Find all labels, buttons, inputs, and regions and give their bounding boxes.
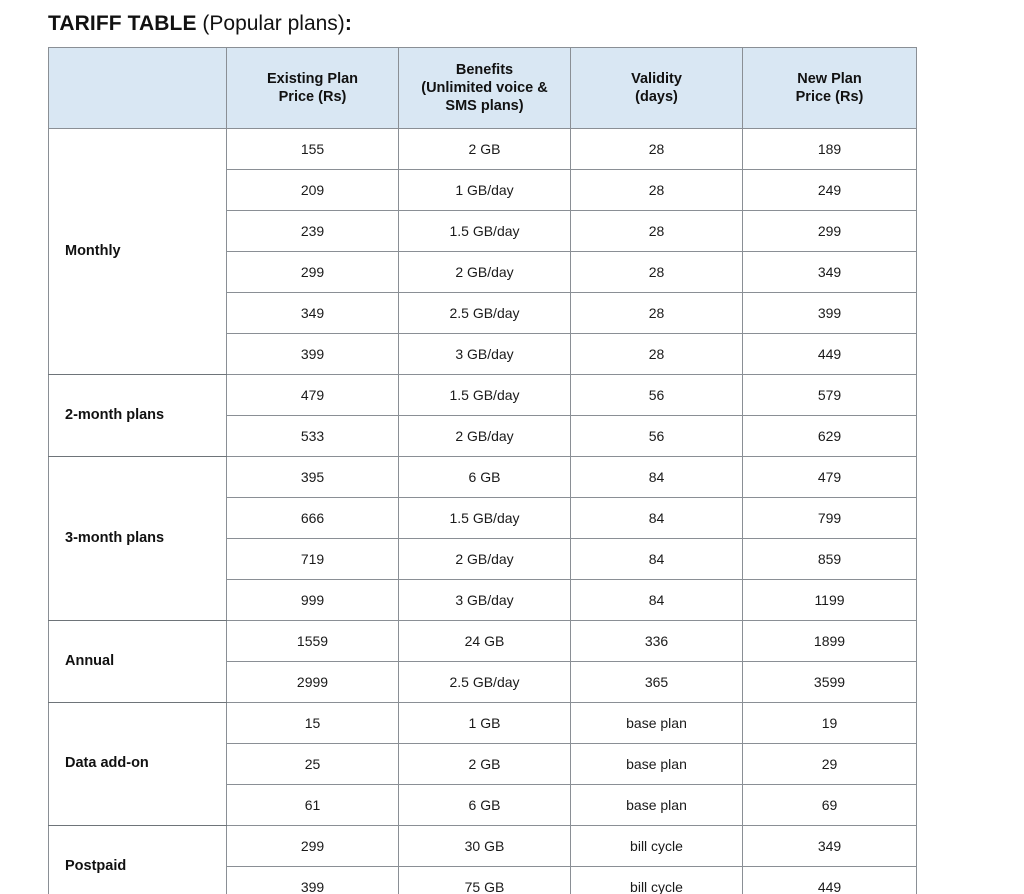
table-row bbox=[49, 621, 917, 662]
column-header-new-price bbox=[743, 48, 917, 129]
existing-price-cell: 399 bbox=[227, 334, 399, 375]
new-price-cell: 3599 bbox=[743, 662, 917, 703]
new-price-cell: 349 bbox=[743, 826, 917, 867]
new-price-cell: 449 bbox=[743, 334, 917, 375]
validity-cell: base plan bbox=[571, 744, 743, 785]
new-price-cell: 29 bbox=[743, 744, 917, 785]
benefits-cell: 2.5 GB/day bbox=[399, 293, 571, 334]
new-price-cell: 189 bbox=[743, 129, 917, 170]
benefits-cell: 2 GB/day bbox=[399, 252, 571, 293]
validity-cell: base plan bbox=[571, 703, 743, 744]
table-header bbox=[49, 48, 917, 129]
validity-cell: bill cycle bbox=[571, 867, 743, 894]
new-price-cell: 479 bbox=[743, 457, 917, 498]
page-title-subtitle: (Popular plans) bbox=[196, 12, 345, 35]
benefits-cell: 1.5 GB/day bbox=[399, 498, 571, 539]
benefits-cell: 6 GB bbox=[399, 457, 571, 498]
benefits-cell: 6 GB bbox=[399, 785, 571, 826]
column-header-line: Validity bbox=[631, 70, 682, 87]
benefits-cell: 2 GB/day bbox=[399, 416, 571, 457]
existing-price-cell: 299 bbox=[227, 252, 399, 293]
existing-price-cell: 1559 bbox=[227, 621, 399, 662]
row-group-label: Data add-on bbox=[49, 703, 227, 826]
new-price-cell: 249 bbox=[743, 170, 917, 211]
table-row bbox=[49, 375, 917, 416]
row-group-label: 3-month plans bbox=[49, 457, 227, 621]
new-price-cell: 579 bbox=[743, 375, 917, 416]
validity-cell: 84 bbox=[571, 580, 743, 621]
existing-price-cell: 533 bbox=[227, 416, 399, 457]
column-header-line: (Unlimited voice & bbox=[421, 79, 548, 96]
new-price-cell: 859 bbox=[743, 539, 917, 580]
benefits-cell: 1.5 GB/day bbox=[399, 375, 571, 416]
existing-price-cell: 155 bbox=[227, 129, 399, 170]
column-header-benefits bbox=[399, 48, 571, 129]
table-row bbox=[49, 457, 917, 498]
column-header-validity bbox=[571, 48, 743, 129]
new-price-cell: 1899 bbox=[743, 621, 917, 662]
benefits-cell: 2.5 GB/day bbox=[399, 662, 571, 703]
validity-cell: 28 bbox=[571, 293, 743, 334]
benefits-cell: 2 GB bbox=[399, 744, 571, 785]
benefits-cell: 3 GB/day bbox=[399, 580, 571, 621]
existing-price-cell: 25 bbox=[227, 744, 399, 785]
validity-cell: 365 bbox=[571, 662, 743, 703]
column-header-line: (days) bbox=[635, 89, 678, 105]
benefits-cell: 2 GB bbox=[399, 129, 571, 170]
new-price-cell: 399 bbox=[743, 293, 917, 334]
table-row bbox=[49, 703, 917, 744]
new-price-cell: 449 bbox=[743, 867, 917, 894]
validity-cell: 28 bbox=[571, 129, 743, 170]
tariff-table bbox=[48, 47, 917, 894]
new-price-cell: 19 bbox=[743, 703, 917, 744]
new-price-cell: 629 bbox=[743, 416, 917, 457]
row-group-label: 2-month plans bbox=[49, 375, 227, 457]
existing-price-cell: 2999 bbox=[227, 662, 399, 703]
benefits-cell: 24 GB bbox=[399, 621, 571, 662]
table-header-row bbox=[49, 48, 917, 129]
benefits-cell: 1 GB bbox=[399, 703, 571, 744]
existing-price-cell: 399 bbox=[227, 867, 399, 894]
existing-price-cell: 61 bbox=[227, 785, 399, 826]
new-price-cell: 69 bbox=[743, 785, 917, 826]
benefits-cell: 2 GB/day bbox=[399, 539, 571, 580]
new-price-cell: 1199 bbox=[743, 580, 917, 621]
column-header-existing-price bbox=[227, 48, 399, 129]
existing-price-cell: 479 bbox=[227, 375, 399, 416]
validity-cell: 56 bbox=[571, 416, 743, 457]
existing-price-cell: 15 bbox=[227, 703, 399, 744]
benefits-cell: 1 GB/day bbox=[399, 170, 571, 211]
existing-price-cell: 209 bbox=[227, 170, 399, 211]
benefits-cell: 30 GB bbox=[399, 826, 571, 867]
existing-price-cell: 239 bbox=[227, 211, 399, 252]
validity-cell: 28 bbox=[571, 170, 743, 211]
validity-cell: 84 bbox=[571, 539, 743, 580]
column-header-line: Existing Plan bbox=[266, 70, 359, 87]
validity-cell: bill cycle bbox=[571, 826, 743, 867]
column-header-line: New Plan bbox=[797, 70, 862, 87]
column-header-group bbox=[49, 48, 227, 129]
row-group-label: Postpaid bbox=[49, 826, 227, 894]
column-header-line: Benefits bbox=[455, 61, 514, 78]
benefits-cell: 75 GB bbox=[399, 867, 571, 894]
page-title-colon: : bbox=[344, 12, 352, 35]
existing-price-cell: 349 bbox=[227, 293, 399, 334]
row-group-label: Monthly bbox=[49, 129, 227, 375]
validity-cell: 336 bbox=[571, 621, 743, 662]
validity-cell: 84 bbox=[571, 498, 743, 539]
validity-cell: 84 bbox=[571, 457, 743, 498]
validity-cell: base plan bbox=[571, 785, 743, 826]
table-row bbox=[49, 129, 917, 170]
column-header-line: SMS plans) bbox=[445, 98, 524, 115]
table-row bbox=[49, 826, 917, 867]
column-header-line: Price (Rs) bbox=[278, 89, 347, 105]
existing-price-cell: 719 bbox=[227, 539, 399, 580]
validity-cell: 28 bbox=[571, 211, 743, 252]
existing-price-cell: 395 bbox=[227, 457, 399, 498]
new-price-cell: 349 bbox=[743, 252, 917, 293]
validity-cell: 28 bbox=[571, 252, 743, 293]
table-body bbox=[49, 129, 917, 894]
benefits-cell: 3 GB/day bbox=[399, 334, 571, 375]
existing-price-cell: 299 bbox=[227, 826, 399, 867]
page-title-strong: TARIFF TABLE bbox=[48, 12, 197, 35]
new-price-cell: 299 bbox=[743, 211, 917, 252]
new-price-cell: 799 bbox=[743, 498, 917, 539]
validity-cell: 28 bbox=[571, 334, 743, 375]
validity-cell: 56 bbox=[571, 375, 743, 416]
existing-price-cell: 666 bbox=[227, 498, 399, 539]
row-group-label: Annual bbox=[49, 621, 227, 703]
benefits-cell: 1.5 GB/day bbox=[399, 211, 571, 252]
page-title bbox=[48, 12, 352, 36]
column-header-line: Price (Rs) bbox=[795, 89, 864, 105]
existing-price-cell: 999 bbox=[227, 580, 399, 621]
